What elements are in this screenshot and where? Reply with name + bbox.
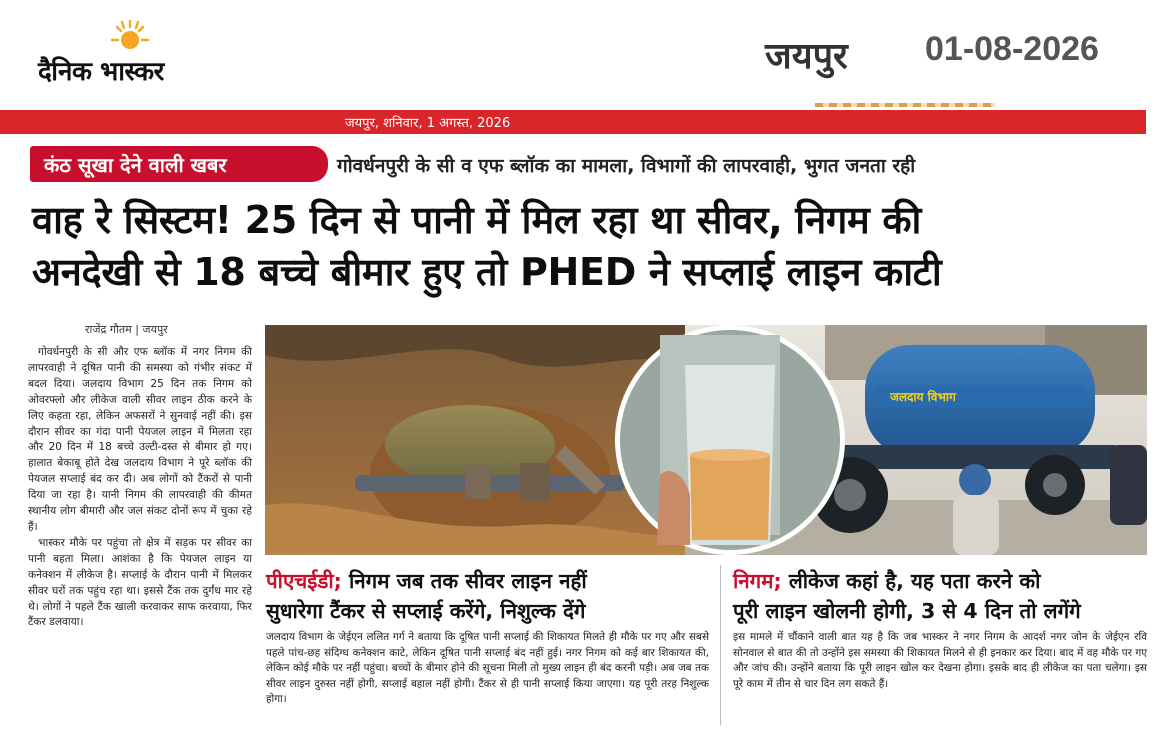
- dirty-water-glass: [690, 455, 770, 540]
- news-photo: [265, 325, 1147, 555]
- main-headline: [32, 194, 1152, 298]
- kicker-tag-text: कंठ सूखा देने वाली खबर: [44, 153, 227, 177]
- kicker-subhead: गोवर्धनपुरी के सी व एफ ब्लॉक का मामला, विभागों की लापरवाही, भुगत जनता रही: [337, 155, 916, 177]
- nigam-story-body: इस मामले में चौंकाने वाली बात यह है कि जब भास्कर ने नगर निगम के आदर्श नगर जोन के जेईएन रवि सोनवाल से बात की तो उन्होंने इस समस्या की शिकायत मिलने से ही इनकार कर दिया। बाद में वह मौके पर गए और जांच की। उन्होंने बताया कि पूरी लाइन खोल कर देखना होगा। इसके बाद ही लीकेज का पता चलेगा। इस पूरे काम में तीन से चार दिन लग सकते हैं।: [733, 631, 1147, 690]
- lead-paragraph-1: गोवर्धनपुरी के सी और एफ ब्लॉक में नगर निगम की लापरवाही ने दूषित पानी की समस्या को गंभीर संकट में बदल दिया। जलदाय विभाग 25 दिन तक निगम को ओवरफ्लो और लीकेज वाली सीवर लाइन ठीक करने के लिए कहता रहा, लेकिन अफसरों ने सुनवाई नहीं की। इस दौरान सीवर का गंदा पानी पेयजल लाइन में मिलता रहा और 20 दिन में 18 बच्चे उल्टी-दस्त से बीमार हो गए। हालात बेकाबू होते देख जलदाय विभाग ने पूरे ब्लॉक की पेयजल सप्लाई बंद कर दी। अब लोगों को टैंकरों से पानी दिया जा रहा है। यानी निगम की लापरवाही की कीमत स्थानीय लोग बीमारी और जल संकट दोनों रूप में चुका रहे हैं।: [28, 346, 252, 533]
- phed-story-headline: [266, 566, 587, 626]
- phed-headline-line-2: सुधारेगा टैंकर से सप्लाई करेंगे, निशुल्क देंगे: [266, 599, 586, 623]
- tanker-label: जलदाय विभाग: [890, 390, 956, 404]
- lead-story-column: [28, 345, 252, 631]
- dateline-bar: [0, 110, 1146, 134]
- byline: राजेंद्र गौतम | जयपुर: [85, 323, 168, 336]
- nigam-tag: निगम;: [733, 569, 782, 593]
- dateline-text: जयपुर, शनिवार, 1 अगस्त, 2026: [345, 116, 511, 131]
- column-divider: [720, 565, 721, 725]
- headline-line-2: अनदेखी से 18 बच्चे बीमार हुए तो PHED ने सप्लाई लाइन काटी: [32, 250, 942, 294]
- logo-text: दैनिक भास्कर: [38, 57, 164, 87]
- nigam-story-headline: [733, 566, 1081, 626]
- edition-city: जयपुर: [765, 36, 848, 77]
- kicker-row: [0, 142, 1157, 188]
- edition-date: 01-08-2026: [925, 30, 1099, 68]
- masthead: [0, 0, 1157, 104]
- dainik-bhaskar-logo: [38, 18, 228, 88]
- headline-line-1: वाह रे सिस्टम! 25 दिन से पानी में मिल रहा था सीवर, निगम की: [32, 198, 922, 242]
- phed-story-body: जलदाय विभाग के जेईएन ललित गर्ग ने बताया कि दूषित पानी सप्लाई की शिकायत मिलते ही मौके पर गए और सबसे पहले पांच-छह संदिग्ध कनेक्शन काटे, लेकिन दूषित पानी सप्लाई बंद नहीं हुई। नगर निगम को कई बार शिकायत की, लेकिन कोई मौके पर नहीं पहुंचा। बच्चों के बीमार होने की सूचना मिली तो मुख्य लाइन ही बंद करनी पड़ी। अब जब तक सीवर लाइन दुरुस्त नहीं होगी, सप्लाई बहाल नहीं होगी। टैंकर से ही पानी सप्लाई किया जाएगा। यह पूरी तरह निशुल्क होगा।: [266, 631, 709, 706]
- kicker-tag: [30, 146, 328, 182]
- lead-paragraph-2: भास्कर मौके पर पहुंचा तो क्षेत्र में सड़क पर सीवर का पानी बहता मिला। आशंका है कि पेयजल लाइन या कनेक्शन में लीकेज है। सप्लाई के दौरान पानी में मिलकर सीवर घरों तक पहुंच रहा था। इससे टैंक तक दुर्गंध मार रहे थे। लोगों ने पहले टैंक खाली करवाकर साफ करवाया, फिर टैंकर डलवाया।: [28, 536, 252, 629]
- nigam-headline-line-2: पूरी लाइन खोलनी होगी, 3 से 4 दिन तो लगेंगे: [733, 599, 1081, 623]
- masthead-accent-strip: [815, 103, 995, 107]
- nigam-headline-line-1: लीकेज कहां है, यह पता करने को: [781, 569, 1041, 593]
- phed-tag: पीएचईडी;: [266, 569, 342, 593]
- phed-headline-line-1: निगम जब तक सीवर लाइन नहीं: [341, 569, 587, 593]
- photo-illustration: [265, 325, 1147, 555]
